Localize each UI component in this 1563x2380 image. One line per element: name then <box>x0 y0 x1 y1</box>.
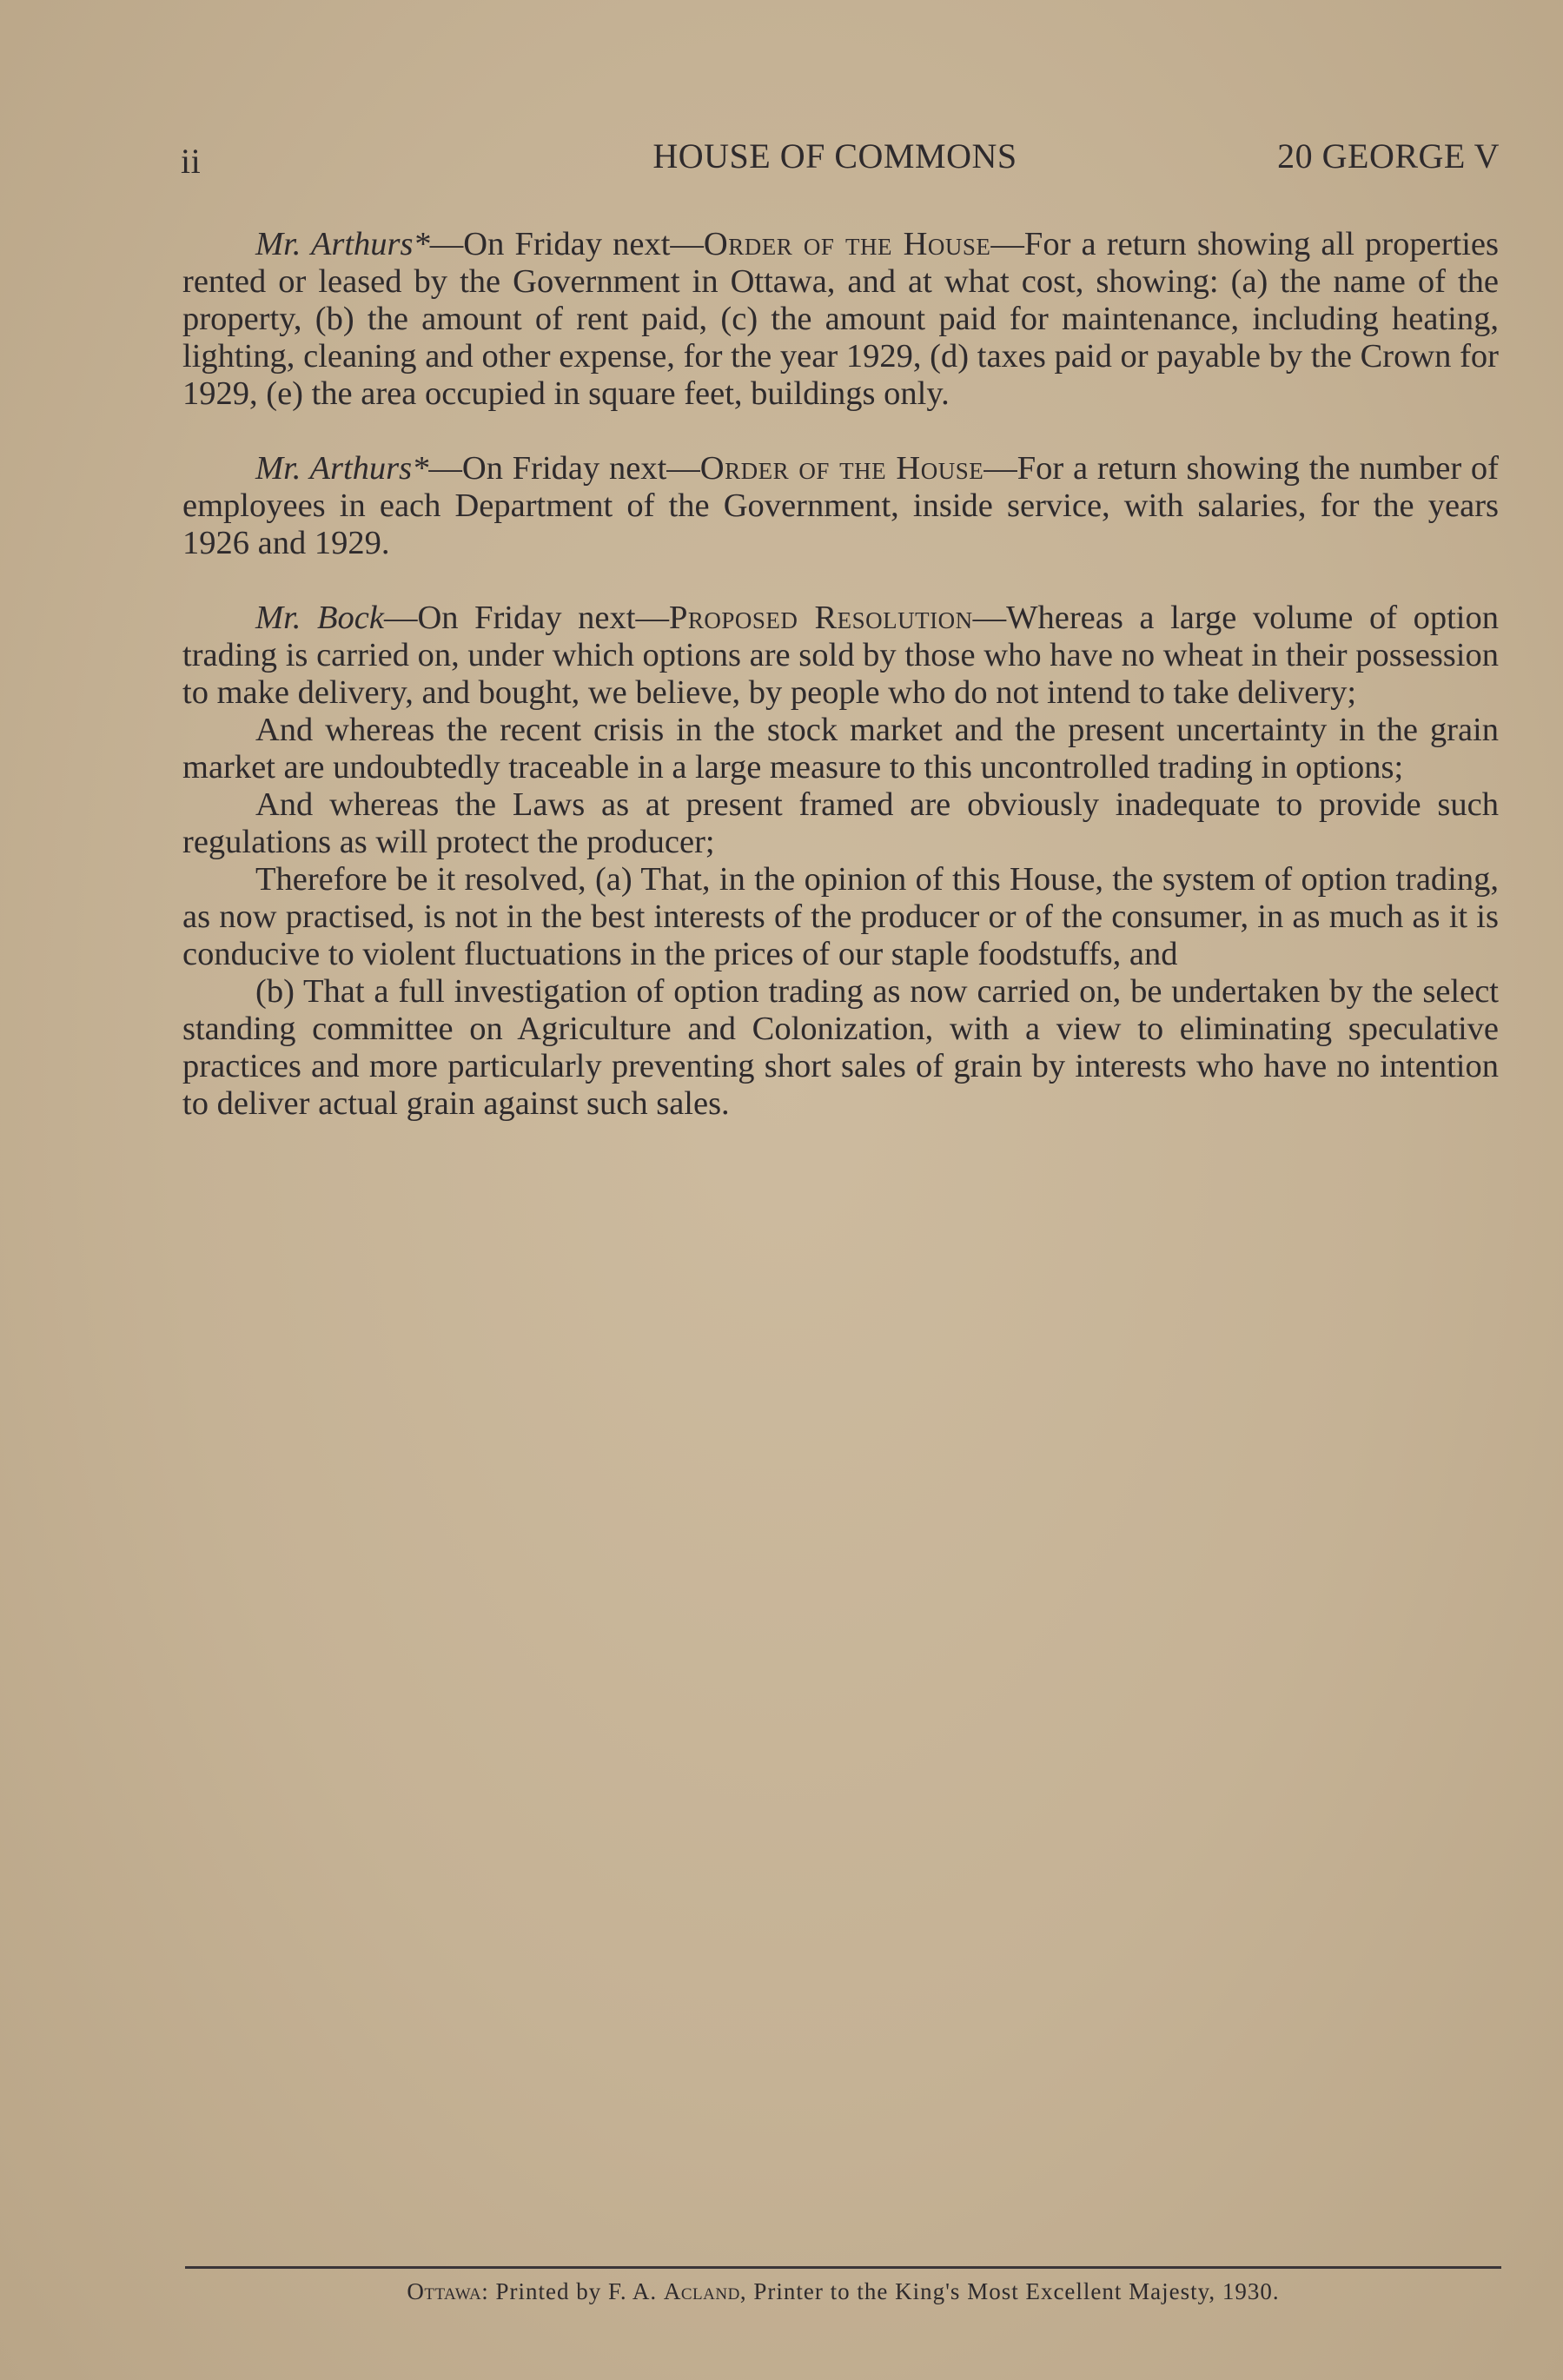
member-name: Mr. Arthurs* <box>255 226 430 262</box>
notice-paragraph <box>182 450 1499 562</box>
notice-paragraph <box>182 226 1499 413</box>
footer-rule <box>185 2266 1501 2269</box>
page-title: HOUSE OF COMMONS <box>652 136 1017 176</box>
notice-text: —For a return showing the number of employees in each Department of the Government, inside service, with salaries, for the years 1926 and 1929. <box>182 450 1499 561</box>
notice-text: —For a return showing all properties rented or leased by the Government in Ottawa, and at what cost, showing: (a) the name of the property, (b) the amount of rent paid, (c) the amount paid for maintenance, including heating, lighting, cleaning and other expense, for the year 1929, (d) taxes paid or payable by the Crown for 1929, (e) the area occupied in square feet, buildings only. <box>182 226 1499 412</box>
notice-paragraph <box>182 600 1499 712</box>
notice-text: —Whereas a large volume of option trading is carried on, under which options are sold by those who have no wheat in their possession to make delivery, and bought, we believe, by people who do not intend to take delivery; <box>182 600 1500 711</box>
notice-kind: Order of the House <box>703 226 991 262</box>
notice-kind: Order of the House <box>699 450 984 487</box>
notice-connector: —On Friday next— <box>429 226 704 262</box>
imprint-place: Ottawa <box>407 2278 482 2304</box>
resolution-paragraph: Therefore be it resolved, (a) That, in the opinion of this House, the system of option trading, as now practised, is not in the best interests of the producer or of the consumer, in as much as it is conducive to violent fluctuations in the prices of our staple foodstuffs, and <box>182 861 1499 972</box>
imprint-printer: Acland <box>663 2278 740 2304</box>
imprint-rest: , Printer to the King's Most Excellent Majesty, 1930. <box>739 2278 1280 2304</box>
page-number: ii <box>181 142 202 181</box>
notice-connector: —On Friday next— <box>428 450 700 487</box>
member-name: Mr. Bock <box>255 600 384 636</box>
notice-body <box>182 226 1499 1123</box>
member-name: Mr. Arthurs* <box>255 450 429 487</box>
resolution-paragraph: (b) That a full investigation of option trading as now carried on, be undertaken by the select standing committee on Agriculture and Colonization, with a view to eliminating speculative practices and more particularly preventing short sales of grain by interests who have no intention to deliver actual grain against such sales. <box>182 973 1499 1122</box>
regnal-year: 20 GEORGE V <box>1277 136 1500 176</box>
resolution-paragraph: And whereas the recent crisis in the stock market and the present uncertainty in the grain market are undoubtedly traceable in a large measure to this uncontrolled trading in options; <box>182 712 1499 786</box>
running-head <box>170 130 1500 182</box>
resolution-paragraph: And whereas the Laws as at present framed are obviously inadequate to provide such regulations as will protect the producer; <box>182 786 1499 860</box>
notice-kind: Proposed Resolution <box>668 600 973 636</box>
printer-imprint <box>185 2278 1501 2305</box>
notice-connector: —On Friday next— <box>383 600 669 636</box>
imprint-text: : Printed by F. A. <box>481 2278 664 2304</box>
